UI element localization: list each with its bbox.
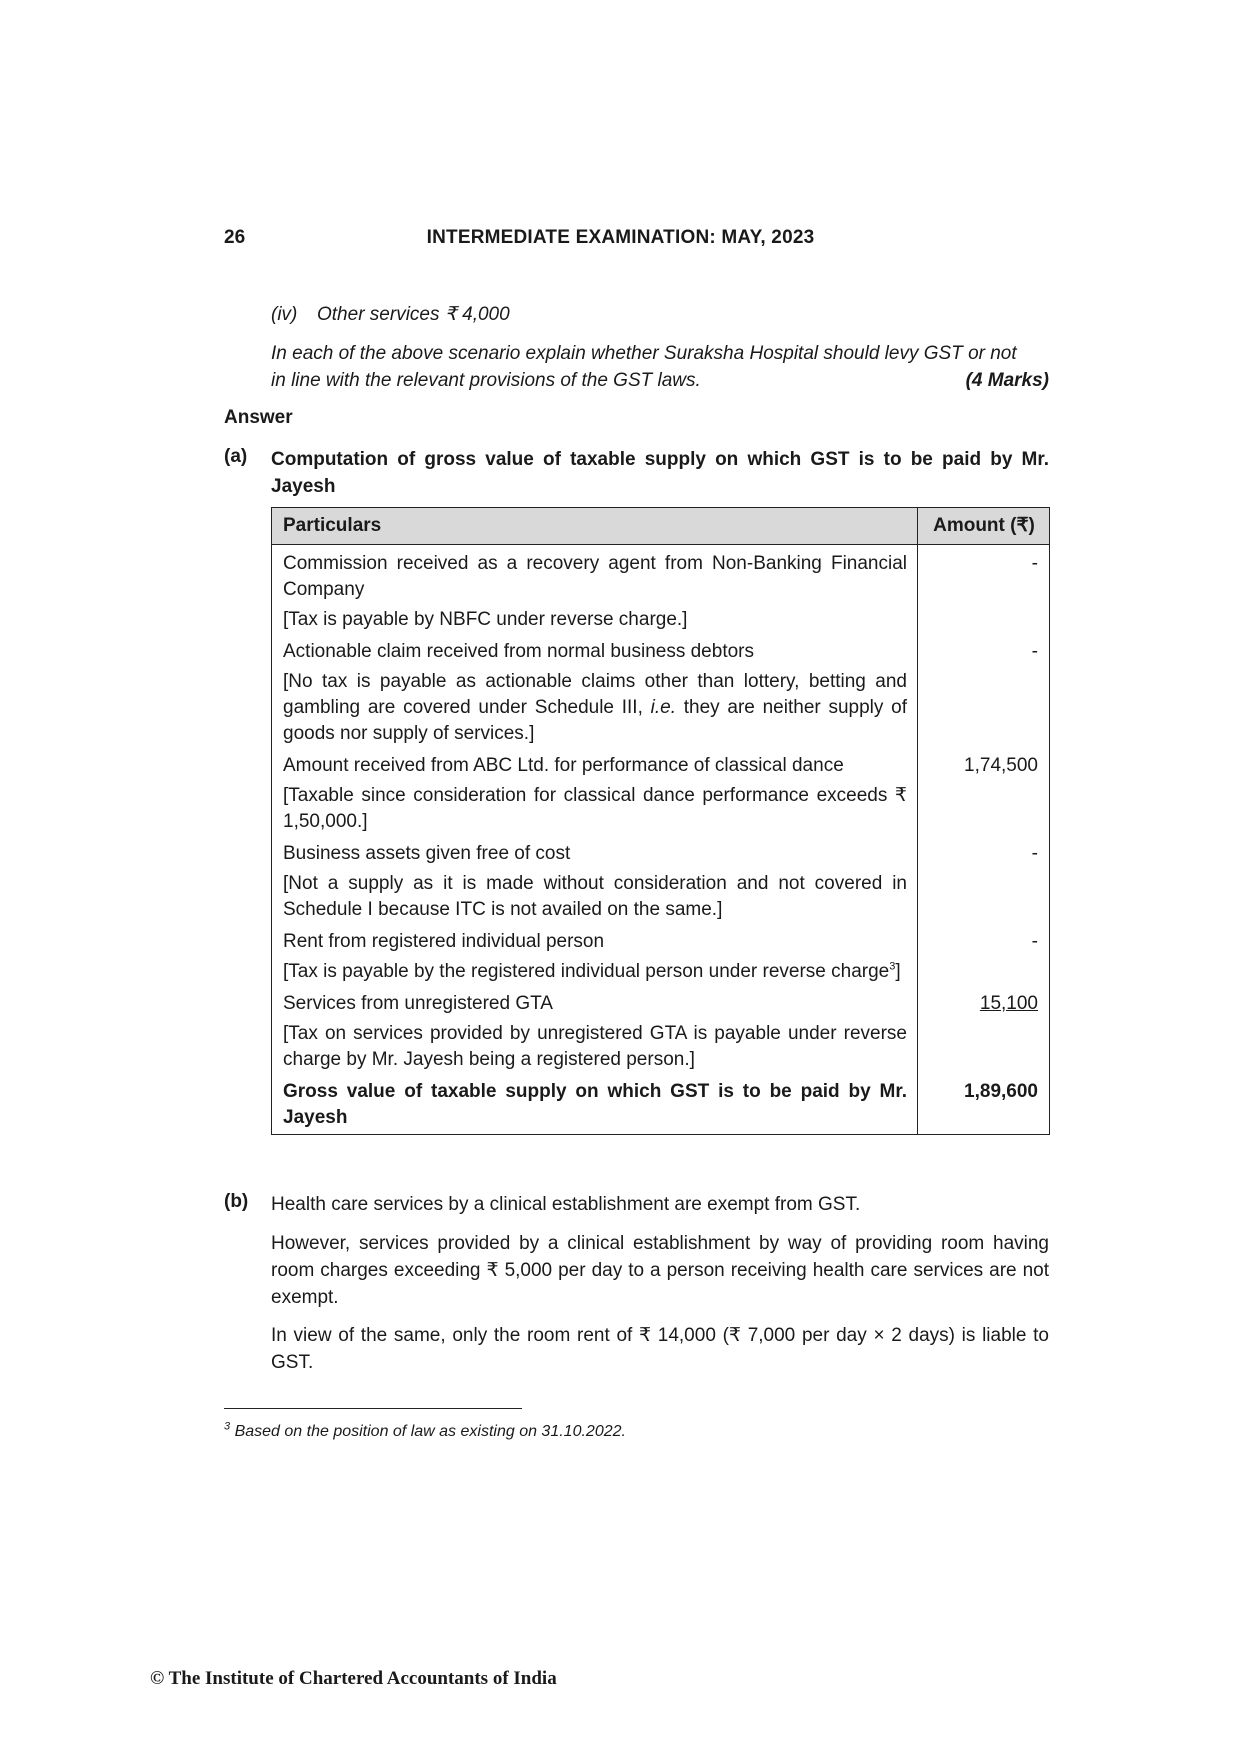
- question-item-text: Other services ₹ 4,000: [317, 304, 510, 325]
- page-footer: © The Institute of Chartered Accountants of India: [150, 1668, 557, 1689]
- question-item: [271, 303, 510, 326]
- table-row: [272, 545, 1050, 634]
- part-a-title: Computation of gross value of taxable supply on which GST is to be paid by Mr. Jayesh: [271, 449, 1049, 497]
- row-amount: 1,74,500: [918, 747, 1050, 835]
- total-label: Gross value of taxable supply on which GST is to be paid by Mr. Jayesh: [283, 1081, 907, 1128]
- row-note: [Tax is payable by NBFC under reverse charge.]: [283, 609, 688, 630]
- row-item: Business assets given free of cost: [283, 843, 571, 864]
- table-header-row: [272, 508, 1050, 545]
- part-b-label: (b): [224, 1191, 249, 1212]
- question-marks: (4 Marks): [965, 370, 1049, 391]
- row-note: [Not a supply as it is made without consideration and not covered in Schedule I because ITC is not availed on the same.]: [283, 873, 907, 920]
- table-row: [272, 923, 1050, 985]
- footnote-text: Based on the position of law as existing on 31.10.2022.: [230, 1423, 626, 1440]
- row-note: [Tax on services provided by unregistered GTA is payable under reverse charge by Mr. Jayesh being a registered person.]: [283, 1023, 907, 1070]
- part-b-para1: Health care services by a clinical establishment are exempt from GST.: [271, 1194, 861, 1215]
- row-amount: 15,100: [918, 985, 1050, 1073]
- row-item: Rent from registered individual person: [283, 931, 605, 952]
- row-item: Amount received from ABC Ltd. for performance of classical dance: [283, 755, 844, 776]
- column-header-amount: Amount (₹): [918, 508, 1050, 545]
- footnote-ref: 3: [889, 960, 896, 973]
- footnote-divider: [224, 1408, 522, 1409]
- part-b-para2: However, services provided by a clinical establishment by way of providing room having room charges exceeding ₹ 5,000 per day to a person receiving health care services are not exempt.: [271, 1233, 1049, 1308]
- table-total-row: [272, 1073, 1050, 1135]
- footnote-number: 3: [224, 1420, 231, 1433]
- question-instruction: [271, 340, 1049, 394]
- table-row: [272, 985, 1050, 1073]
- row-item: Commission received as a recovery agent from Non-Banking Financial Company: [283, 553, 907, 600]
- question-instruction-line2: in line with the relevant provisions of the GST laws.: [271, 370, 701, 391]
- table-row: [272, 633, 1050, 747]
- row-amount: -: [918, 545, 1050, 634]
- total-amount: 1,89,600: [918, 1073, 1050, 1135]
- row-amount: -: [918, 633, 1050, 747]
- row-item: Actionable claim received from normal business debtors: [283, 641, 754, 662]
- row-amount: -: [918, 835, 1050, 923]
- computation-table: [271, 507, 1050, 1135]
- footnote: [224, 1420, 626, 1441]
- table-row: [272, 835, 1050, 923]
- row-note: [No tax is payable as actionable claims other than lottery, betting and gambling are covered under Schedule III, i.e. they are neither supply of goods nor supply of services.]: [283, 671, 907, 744]
- table-row: [272, 747, 1050, 835]
- question-instruction-line1: In each of the above scenario explain whether Suraksha Hospital should levy GST or not: [271, 343, 1017, 364]
- answer-heading: Answer: [224, 407, 293, 428]
- row-note: [Taxable since consideration for classical dance performance exceeds ₹ 1,50,000.]: [283, 785, 907, 832]
- page-header: INTERMEDIATE EXAMINATION: MAY, 2023: [426, 227, 815, 248]
- row-amount: -: [918, 923, 1050, 985]
- row-item: Services from unregistered GTA: [283, 993, 553, 1014]
- row-note: [Tax is payable by the registered individual person under reverse charge$^3$]: [283, 960, 901, 982]
- page-number: 26: [224, 227, 246, 248]
- column-header-particulars: Particulars: [272, 508, 918, 545]
- part-a-label: (a): [224, 446, 248, 467]
- part-b-para3: In view of the same, only the room rent of ₹ 14,000 (₹ 7,000 per day × 2 days) is liable to GST.: [271, 1325, 1049, 1373]
- question-item-number: (iv): [271, 304, 298, 325]
